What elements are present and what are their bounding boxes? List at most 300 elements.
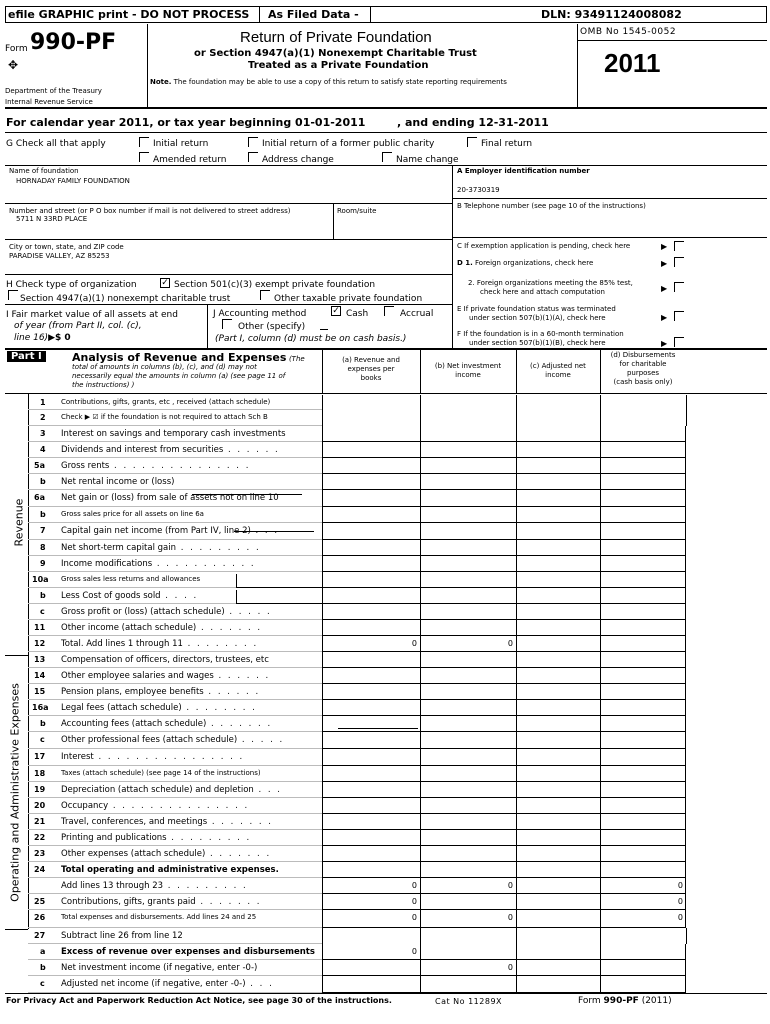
leader-dots: . . . . . . . [196,623,263,633]
amount-cell-c[interactable] [516,474,600,490]
line-description [61,607,272,617]
amount-cell-b[interactable] [420,588,516,604]
amount-cell-c[interactable] [516,620,600,636]
other-taxable-checkbox[interactable] [260,290,270,300]
leader-dots: . . . . . . [223,445,280,455]
amount-cell-d[interactable] [600,523,686,540]
form-subtitle-2: Treated as a Private Foundation [248,60,429,71]
line-text: Printing and publications [61,833,167,843]
line-text: Total. Add lines 1 through 11 [61,639,183,649]
leader-dots: . . . [245,979,274,989]
line-description [61,833,251,843]
amount-cell-d[interactable] [600,668,686,684]
amount-cell-b[interactable] [420,474,516,490]
line-description [61,719,272,729]
accrual-label: Accrual [400,309,434,319]
leader-dots: . . . . . . [203,687,261,697]
amount-cell-a[interactable] [322,442,420,458]
final-return-checkbox[interactable] [467,137,477,147]
street-label: Number and street (or P O box number if mail is not delivered to street address) [9,207,291,215]
cash-checkbox[interactable]: ✓ [332,306,340,316]
line-description [61,559,256,569]
e-label-2: under section 507(b)(1)(A), check here [469,314,606,322]
amount-value-b: 0 [507,881,513,890]
amount-cell-a[interactable] [322,814,420,830]
amount-cell-d[interactable] [600,846,686,862]
amount-cell-b[interactable] [420,830,516,846]
line-text: Dividends and interest from securities [61,445,224,455]
phone-label: B Telephone number (see page 10 of the instructions) [457,202,646,210]
name-change-label: Name change [396,155,459,165]
amount-cell-c[interactable] [516,846,600,862]
line-text: Adjusted net income (if negative, enter -0-) [61,979,246,989]
line-description [61,979,274,989]
i-line-2: of year (from Part II, col. (c), [14,321,142,331]
amount-cell-a[interactable] [322,732,420,749]
amount-cell-c[interactable] [516,540,600,556]
amount-cell-c[interactable] [516,636,600,652]
line-description [61,639,258,649]
efile-label: efile GRAPHIC print - DO NOT PROCESS [8,8,250,21]
amount-cell-a[interactable] [322,652,420,668]
amount-cell-c[interactable] [516,507,600,523]
amount-cell-d[interactable] [600,749,686,766]
leader-dots: . . . . . . . . . . . . . . . . [93,752,245,762]
dept-label: Department of the Treasury [5,87,102,95]
amount-cell-a[interactable] [322,798,420,814]
amended-return-checkbox[interactable] [139,152,149,162]
other-taxable-label: Other taxable private foundation [274,294,423,304]
part-i-title: Analysis of Revenue and Expenses (The [72,351,305,364]
arrow-icon: ▶ [661,259,668,268]
line-number: 7 [40,526,46,535]
leader-dots: . . . . . . . . [181,703,257,713]
amount-cell-b[interactable] [420,700,516,716]
amount-cell-c[interactable] [516,490,600,507]
leader-dots: . . . . . . . . . [166,833,252,843]
amount-cell-b[interactable] [420,540,516,556]
d1-label: D 1. Foreign organizations, check here [457,259,594,267]
leader-dots: . . . . . . [213,671,271,681]
address-change-checkbox[interactable] [248,152,258,162]
amount-cell-c[interactable] [516,782,600,798]
line-number: a [40,947,46,956]
net-rental-field[interactable] [192,481,302,495]
amount-cell-c[interactable] [516,458,600,474]
4947-label: Section 4947(a)(1) nonexempt charitable trust [20,294,231,304]
amount-cell-b[interactable] [420,604,516,620]
line-number: c [40,607,45,616]
line-text: Interest [61,752,94,762]
leader-dots: . . . . [160,591,199,601]
amount-value-d: 0 [677,913,683,922]
line-description [61,703,257,713]
c-checkbox[interactable] [674,241,684,251]
amount-cell-b[interactable] [420,814,516,830]
initial-return-label: Initial return [153,139,209,149]
amount-cell-d[interactable] [600,474,686,490]
line-text: Taxes (attach schedule) (see page 14 of the instructions) [61,769,261,777]
amount-cell-b[interactable] [420,442,516,458]
city-label: City or town, state, and ZIP code [9,243,124,251]
note-text: Note. The foundation may be able to use a copy of this return to satisfy state reporting requirements [150,78,507,86]
amount-cell-c[interactable] [516,668,600,684]
street-value: 5711 N 33RD PLACE [16,215,88,223]
irs-label: Internal Revenue Service [5,98,93,106]
amount-cell-a[interactable] [322,620,420,636]
amount-cell-c[interactable] [516,878,600,894]
amount-cell-b[interactable] [420,732,516,749]
leader-dots: . . . . . . . . . . . . . . . [108,801,250,811]
amount-cell-a[interactable] [322,846,420,862]
line-text: Net short-term capital gain [61,543,177,553]
arrow-icon: ▶ [661,242,668,251]
amount-cell-a[interactable] [322,749,420,766]
form-title: Return of Private Foundation [240,29,432,46]
line-description [61,445,280,455]
amount-cell-c[interactable] [516,652,600,668]
amount-cell-c[interactable] [516,732,600,749]
amount-cell-b[interactable] [420,716,516,732]
leader-dots: . . . . . . . . . . . . . . . [109,461,251,471]
line-number: 13 [34,655,46,664]
amount-cell-c[interactable] [516,830,600,846]
amount-cell-c[interactable] [516,749,600,766]
d2-label-2: check here and attach computation [480,288,605,296]
arrow-icon: ▶ [661,339,668,348]
line-text: Compensation of officers, directors, trustees, etc [61,655,269,665]
amount-cell-a[interactable] [322,490,420,507]
line-description [61,575,200,583]
line-description [61,671,270,681]
leader-dots: . . . . . . . . . . . [152,559,256,569]
line-description [61,461,250,471]
d2-checkbox[interactable] [674,282,684,292]
line-number: 26 [34,913,46,922]
h-label: H Check type of organization [6,280,137,290]
amount-cell-a[interactable] [322,976,420,993]
501c3-label: Section 501(c)(3) exempt private foundation [174,280,376,290]
cost-goods-field[interactable] [236,590,322,604]
accrual-checkbox[interactable] [384,306,394,316]
amount-cell-b[interactable] [420,426,516,442]
line-text: Less Cost of goods sold [61,591,161,601]
address-change-label: Address change [262,155,334,165]
amount-cell-d[interactable] [600,652,686,668]
amount-cell-c[interactable] [516,976,600,993]
4947-checkbox[interactable] [8,290,18,300]
amount-cell-b[interactable] [420,846,516,862]
line-number: 6a [34,493,45,502]
line-number: b [40,510,46,519]
line-text: Income modifications [61,559,153,569]
amount-cell-a[interactable] [322,523,420,540]
amount-cell-c[interactable] [516,588,600,604]
amount-cell-c[interactable] [516,716,600,732]
line-number: 25 [34,897,46,906]
leader-dots: . . . . . . . . [182,639,259,649]
line-description [61,752,244,762]
initial-return-checkbox[interactable] [139,137,149,147]
leader-dots: . . . . . [237,735,285,745]
amount-cell-b[interactable] [420,766,516,782]
line-description [61,849,271,859]
amount-cell-b[interactable] [420,862,516,878]
amount-cell-a[interactable] [322,588,420,604]
line-number: 3 [40,429,46,438]
amount-cell-a[interactable] [322,556,420,572]
line-text: Legal fees (attach schedule) [61,703,182,713]
line-text: Add lines 13 through 23 [61,881,164,891]
amount-cell-a[interactable] [322,684,420,700]
amount-cell-b[interactable] [420,556,516,572]
final-return-label: Final return [481,139,533,149]
amount-cell-c[interactable] [516,814,600,830]
amount-cell-c[interactable] [516,426,600,442]
amount-cell-d[interactable] [600,636,686,652]
line-number: c [40,979,45,988]
amount-cell-a[interactable] [322,830,420,846]
line-number: b [40,719,46,728]
e-checkbox[interactable] [674,311,684,321]
line-description [61,963,257,973]
amount-cell-b[interactable] [420,652,516,668]
amount-cell-a[interactable] [322,458,420,474]
line-number: b [40,477,46,486]
amount-cell-c[interactable] [516,862,600,878]
amount-value-b: 0 [507,963,513,972]
amount-cell-d[interactable] [600,620,686,636]
amount-cell-d[interactable] [600,862,686,878]
cat-number: Cat No 11289X [435,997,503,1006]
amount-cell-b[interactable] [420,507,516,523]
amount-cell-a[interactable] [322,960,420,976]
line-description [61,398,270,406]
leader-dots: . . . . . . . [206,719,273,729]
line-description [61,413,268,421]
line-number: 10a [32,575,49,584]
amount-cell-b[interactable] [420,572,516,588]
f-label-2: under section 507(b)(1)(B), check here [469,339,606,347]
line-text: Other income (attach schedule) [61,623,197,633]
other-method-field[interactable] [320,329,328,330]
line-number: 15 [34,687,46,696]
other-method-label: Other (specify) [238,322,306,332]
501c3-checkbox[interactable]: ✓ [161,278,169,288]
amount-cell-a[interactable] [322,862,420,878]
amount-cell-d[interactable] [600,830,686,846]
amount-cell-c[interactable] [516,556,600,572]
amount-cell-d[interactable] [600,716,686,732]
line-text: Pension plans, employee benefits [61,687,204,697]
amount-cell-d[interactable] [600,766,686,782]
amount-cell-d[interactable] [600,490,686,507]
leader-dots: . . . . . . . . . [176,543,261,553]
line-text: Net gain or (loss) from sale of assets not on line 10 [61,493,279,503]
amount-cell-c[interactable] [516,442,600,458]
line-description [61,865,279,875]
amount-cell-a[interactable] [322,668,420,684]
line-description [61,913,256,921]
amount-cell-b[interactable] [420,798,516,814]
line-number: b [40,591,46,600]
amount-cell-b[interactable] [420,894,516,910]
line-description [61,477,174,487]
amount-cell-b[interactable] [420,782,516,798]
amount-cell-d[interactable] [600,732,686,749]
amount-cell-d[interactable] [600,588,686,604]
ein-value: 20-3730319 [457,186,500,194]
amount-cell-c[interactable] [516,523,600,540]
amount-cell-b[interactable] [420,684,516,700]
line-description [61,931,183,941]
revenue-side-label: Revenue [12,498,26,547]
line-text: Accounting fees (attach schedule) [61,719,207,729]
i-line-1: I Fair market value of all assets at end [6,310,178,320]
amount-cell-b[interactable] [420,458,516,474]
amount-cell-d[interactable] [600,540,686,556]
amount-cell-d[interactable] [600,556,686,572]
amount-cell-d[interactable] [600,944,686,960]
g-label: G Check all that apply [6,139,106,149]
amount-cell-d[interactable] [600,814,686,830]
expenses-side-label: Operating and Administrative Expenses [8,683,22,902]
line-number: 17 [34,752,46,761]
amount-cell-b[interactable] [420,749,516,766]
amount-cell-d[interactable] [600,700,686,716]
amount-cell-c[interactable] [516,894,600,910]
leader-dots: . . . [253,785,283,795]
d1-checkbox[interactable] [674,257,684,267]
part-i-desc-2: necessarily equal the amounts in column (a) (see page 11 of [72,372,286,380]
calendar-ending: , and ending 12-31-2011 [397,116,549,129]
legal-fees-field[interactable] [338,715,418,729]
part-i-desc-1: total of amounts in columns (b), (c), and (d) may not [72,363,257,371]
line-text: Check ▶ ☑ if the foundation is not required to attach Sch B [61,413,268,421]
amount-cell-a[interactable] [322,426,420,442]
amount-cell-a[interactable] [322,700,420,716]
amount-cell-d[interactable] [600,798,686,814]
form-footer: Form 990-PF (2011) [578,996,672,1006]
amount-cell-a[interactable] [322,474,420,490]
line-text: Depreciation (attach schedule) and depletion [61,785,254,795]
line-text: Total expenses and disbursements. Add lines 24 and 25 [61,913,257,921]
line-text: Gross rents [61,461,110,471]
line-number: 14 [34,671,46,680]
amount-cell-b[interactable] [420,668,516,684]
line-text: Contributions, gifts, grants, etc , received (attach schedule) [61,398,271,406]
amount-cell-d[interactable] [600,426,686,442]
amount-cell-d[interactable] [600,458,686,474]
part-i-desc-3: the instructions) ) [72,381,135,389]
amount-cell-b[interactable] [420,976,516,993]
calendar-year: For calendar year 2011, or tax year beginning 01-01-2011 [6,116,366,129]
j-label: J Accounting method [213,309,307,319]
f-checkbox[interactable] [674,337,684,347]
amount-cell-c[interactable] [516,910,600,928]
former-charity-checkbox[interactable] [248,137,258,147]
amount-cell-c[interactable] [516,798,600,814]
line-text: Travel, conferences, and meetings [61,817,208,827]
amount-cell-c[interactable] [516,944,600,960]
amount-cell-d[interactable] [600,684,686,700]
former-charity-label: Initial return of a former public charity [262,139,435,149]
line-description [61,897,262,907]
leader-dots: . . . . . . . [195,897,262,907]
line-number: 22 [34,833,46,842]
amount-cell-a[interactable] [322,782,420,798]
gross-sales-less-field[interactable] [236,574,322,588]
amount-cell-a[interactable] [322,540,420,556]
omb-number: OMB No 1545-0052 [580,27,677,37]
i-line-3: line 16)▶$ 0 [14,333,71,343]
line-text: Other employee salaries and wages [61,671,214,681]
gross-sales-field[interactable] [234,518,314,532]
name-change-checkbox[interactable] [382,152,392,162]
amount-cell-a[interactable] [322,604,420,620]
line-description [61,769,261,777]
amount-cell-d[interactable] [600,976,686,993]
amount-cell-a[interactable] [322,572,420,588]
amount-cell-d[interactable] [600,782,686,798]
leader-dots: . . . [250,526,280,536]
line-number: 2 [40,413,46,422]
city-value: PARADISE VALLEY, AZ 85253 [9,252,110,260]
line-text: Capital gain net income (from Part IV, line 2) [61,526,251,536]
part-i-tag: Part I [7,351,46,362]
amount-cell-a[interactable] [322,766,420,782]
amount-value-b: 0 [507,913,513,922]
amount-cell-c[interactable] [516,684,600,700]
amount-cell-b[interactable] [420,490,516,507]
line-number: 16a [32,703,49,712]
line-description [61,623,262,633]
line-text: Contributions, gifts, grants paid [61,897,196,907]
line-number: 23 [34,849,46,858]
amount-cell-d[interactable] [600,442,686,458]
amount-cell-c[interactable] [516,960,600,976]
amount-cell-a[interactable] [322,507,420,523]
amount-value-a: 0 [411,881,417,890]
form-subtitle-1: or Section 4947(a)(1) Nonexempt Charitable Trust [194,48,477,59]
amount-cell-b[interactable] [420,944,516,960]
filed-label: As Filed Data - [268,8,359,21]
leader-dots: . . . . . [224,607,272,617]
amount-cell-c[interactable] [516,700,600,716]
line-number: 21 [34,817,46,826]
f-label: F If the foundation is in a 60-month termination [457,330,624,338]
line-text: Gross sales price for all assets on line 6a [61,510,204,518]
line-number: 19 [34,785,46,794]
line-text: Other professional fees (attach schedule) [61,735,238,745]
line-text: Excess of revenue over expenses and disbursements [61,947,315,957]
amount-cell-d[interactable] [600,572,686,588]
amount-cell-b[interactable] [420,523,516,540]
other-method-checkbox[interactable] [222,319,232,329]
foundation-name-label: Name of foundation [9,167,79,175]
amount-cell-b[interactable] [420,620,516,636]
amount-cell-c[interactable] [516,572,600,588]
room-label: Room/suite [337,207,377,215]
amount-cell-d[interactable] [600,507,686,523]
amount-cell-d[interactable] [600,960,686,976]
amount-value-a: 0 [411,639,417,648]
amount-cell-c[interactable] [516,604,600,620]
col-a-header: (a) Revenue and expenses per books [342,356,400,382]
amount-cell-c[interactable] [516,766,600,782]
amount-cell-d[interactable] [600,604,686,620]
line-description [61,429,286,439]
